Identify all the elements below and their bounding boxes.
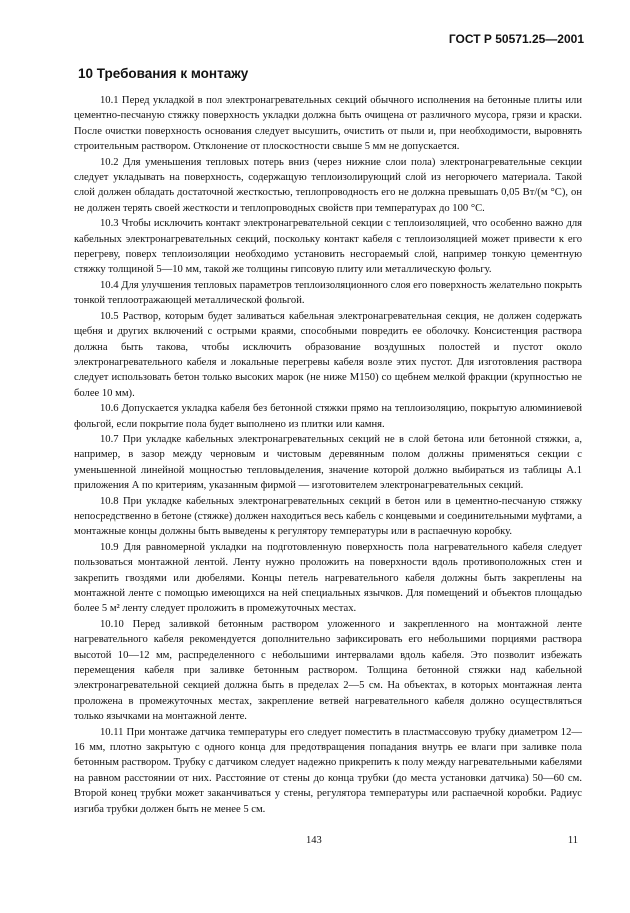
paragraph-10-9: 10.9 Для равномерной укладки на подготовленную поверхность пола нагревательного кабеля следует пользоваться монтажной лентой. Ленту нужно проложить на поверхности вдоль противоположных стен и закрепить гвоздями или дюбелями. Концы петель нагревательного кабеля должны быть закреплены на монтажной ленте с помощью имеющихся на ней специальных язычков. Для помещений и объектов площадью более 5 м² ленту следует проложить в промежуточных местах. [74,541,582,615]
sheet-number: 11 [567,835,578,846]
paragraph-10-11: 10.11 При монтаже датчика температуры его следует поместить в пластмассовую трубку диаметром 12—16 мм, плотно закрытую с одного конца для предотвращения попадания внутрь ее влаги при заливке пола бетонным раствором. Трубку с датчиком следует надежно прикрепить к полу между нагревательными кабелями на равном расстоянии от них. Расстояние от стены до конца трубки (до места установки датчика) 50—60 см. Второй конец трубки может заканчиваться у стены, регулятора температуры или распаечной коробки. Радиус изгиба трубки должен быть не менее 5 см. [74,726,582,815]
paragraph-10-7: 10.7 При укладке кабельных электронагревательных секций не в слой бетона или бетонной стяжки, а, например, в зазор между черновым и чистовым деревянным полом должны применяться секции с уменьшенной линейной мощностью тепловыделения, значение которой должно выбираться из таблицы А.1 приложения А по критериям, указанным фирмой — изготовителем электронагревательных секций. [74,433,582,492]
paragraph-10-3: 10.3 Чтобы исключить контакт электронагревательной секции с теплоизоляцией, что особенно важно для кабельных электронагревательных секций, поскольку контакт кабеля с теплоизоляцией может привести к его перегреву, поверх теплоизоляции необходимо установить несгораемый слой, например тонкую цементную стяжку толщиной 5—10 мм, такой же толщины гипсовую плиту или металлическую фольгу. [74,218,582,276]
paragraph-10-2: 10.2 Для уменьшения тепловых потерь вниз (через нижние слои пола) электронагревательные секции следует укладывать на поверхность, содержащую теплоизолирующий слой из негорючего материала. Такой слой должен обладать достаточной жесткостью, теплопроводность его не должна превышать 0,05 Вт/(м °С), он не должен терять своей жесткости и теплопроводных свойств при температурах до 100 °С. [74,156,582,214]
paragraph-10-6: 10.6 Допускается укладка кабеля без бетонной стяжки прямо на теплоизоляцию, покрытую алюминиевой фольгой, если покрытие пола будет выполнено из плитки или камня. [74,403,582,430]
paragraph-10-10: 10.10 Перед заливкой бетонным раствором уложенного и закрепленного на монтажной ленте нагревательного кабеля рекомендуется дополнительно зафиксировать его небольшими порциями раствора высотой 10—12 мм, распределенного с небольшими интервалами вдоль кабеля. Это позволит избежать перемещения кабеля при заливке бетонным раствором. Толщина бетонной стяжки над кабельной электронагревательной секцией должна быть в пределах 2—5 см. На объектах, в которых монтажная лента проложена в промежуточных местах, закрепление ветвей нагревательного кабеля должно осуществляться только язычками на монтажной ленте. [74,618,582,723]
paragraph-10-5: 10.5 Раствор, которым будет заливаться кабельная электронагревательная секция, не должен содержать щебня и других включений с острыми краями, способными повредить ее оболочку. Консистенция раствора должна быть такова, чтобы исключить образование воздушных полостей и пустот около электронагревательного кабеля и локальные перегревы кабеля возле этих пустот. Для изготовления раствора следует использовать бетон только высоких марок (не ниже М150) со щебнем мелкой фракции (крупностью не более 10 мм). [74,310,582,399]
paragraph-10-8: 10.8 При укладке кабельных электронагревательных секций в бетон или в цементно-песчаную стяжку непосредственно в бетоне (стяжке) должен находиться весь кабель с концевыми и соединительными муфтами, а монтажные концы должны быть выведены к регулятору температуры или в распаечную коробку. [74,495,582,538]
page-number: 143 [306,835,322,846]
paragraph-10-4: 10.4 Для улучшения тепловых параметров теплоизоляционного слоя его поверхность желательно покрыть тонкой теплоотражающей металлической фольгой. [74,279,582,307]
section-title: 10 Требования к монтажу [78,66,249,81]
paragraph-10-1: 10.1 Перед укладкой в пол электронагревательных секций обычного исполнения на бетонные плиты или цементно-песчаную стяжку поверхность укладки должна быть очищена от различного мусора, грязи и краски. После очистки поверхность основания следует высушить, очистить от пыли и, при необходимости, выровнять строительным раствором. Отклонение от плоскостности свыше 5 мм не допускается. [74,95,582,153]
document-body [74,93,582,817]
document-id: ГОСТ Р 50571.25—2001 [448,32,584,46]
